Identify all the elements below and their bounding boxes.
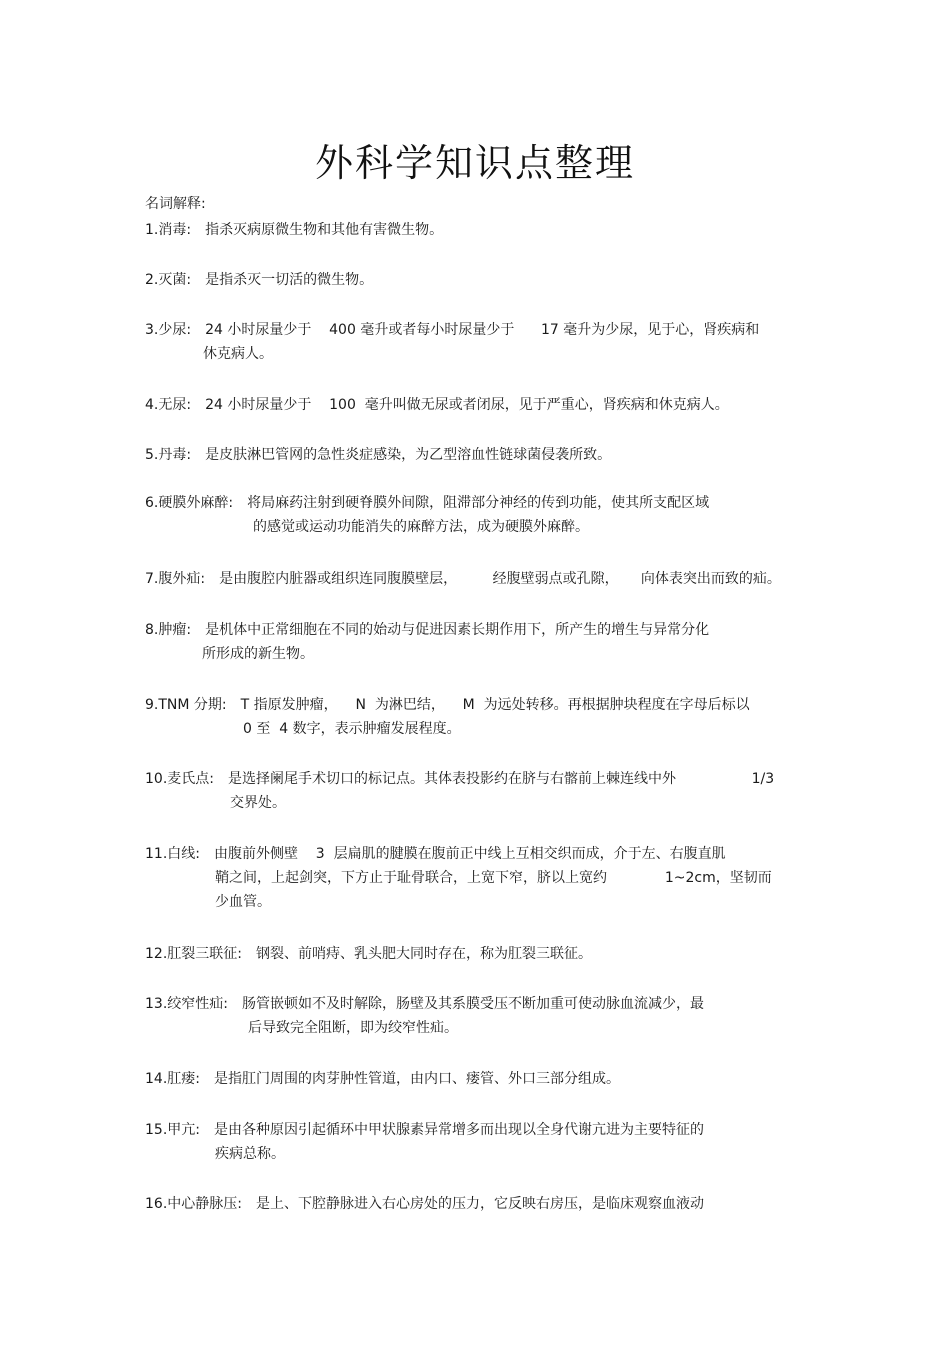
definition-text: 是指杀灭一切活的微生物。 bbox=[205, 272, 374, 288]
definition-text: 24 小时尿量少于 100 毫升叫做无尿或者闭尿，见于严重心，肾疾病和休克病人。 bbox=[205, 397, 729, 413]
definition-term: TNM 分期: bbox=[158, 697, 227, 713]
definition-text-continuation: 鞘之间，上起剑突，下方止于耻骨联合，上宽下窄，脐以上宽约 1~2cm，坚韧而 bbox=[215, 870, 772, 886]
definition-line bbox=[145, 942, 815, 966]
definition-line bbox=[145, 1118, 815, 1142]
definition-number: 11. bbox=[145, 846, 168, 862]
definition-line bbox=[145, 693, 815, 717]
definition-number: 7. bbox=[145, 571, 159, 587]
definition-item bbox=[145, 318, 815, 366]
definition-term: 肿瘤: bbox=[158, 622, 192, 638]
definition-term: 消毒: bbox=[158, 222, 192, 238]
definition-text: 指杀灭病原微生物和其他有害微生物。 bbox=[205, 222, 444, 238]
definition-number: 6. bbox=[145, 495, 159, 511]
definition-number: 12. bbox=[145, 946, 168, 962]
section-label: 名词解释: bbox=[145, 196, 206, 212]
definition-number: 10. bbox=[145, 771, 168, 787]
definition-text: 是上、下腔静脉进入右心房处的压力，它反映右房压，是临床观察血液动 bbox=[255, 1196, 704, 1212]
definition-line bbox=[145, 393, 815, 417]
definition-term: 甲亢: bbox=[167, 1122, 200, 1138]
definition-text-continuation: 休克病人。 bbox=[203, 346, 273, 362]
definition-line bbox=[145, 1192, 815, 1216]
definition-term: 硬膜外麻醉: bbox=[158, 495, 234, 511]
definition-line bbox=[145, 443, 815, 467]
definition-number: 16. bbox=[145, 1196, 168, 1212]
definition-line bbox=[145, 318, 815, 342]
definition-number: 13. bbox=[145, 996, 168, 1012]
definition-text: 由腹前外侧壁 3 层扁肌的腱膜在腹前正中线上互相交织而成，介于左、右腹直肌 bbox=[213, 846, 726, 862]
definition-number: 15. bbox=[145, 1122, 168, 1138]
definition-number: 3. bbox=[145, 322, 159, 338]
definition-line bbox=[145, 767, 815, 791]
definition-term: 灭菌: bbox=[158, 272, 192, 288]
definition-term: 绞窄性疝: bbox=[167, 996, 228, 1012]
definition-text-continuation: 的感觉或运动功能消失的麻醉方法，成为硬膜外麻醉。 bbox=[253, 519, 589, 535]
definition-text-continuation: 交界处。 bbox=[230, 795, 286, 811]
definition-number: 8. bbox=[145, 622, 159, 638]
definition-number: 1. bbox=[145, 222, 159, 238]
definition-text: 是由各种原因引起循环中甲状腺素异常增多而出现以全身代谢亢进为主要特征的 bbox=[213, 1122, 704, 1138]
definition-item bbox=[145, 842, 815, 914]
definition-term: 丹毒: bbox=[158, 447, 192, 463]
definition-text-continuation: 所形成的新生物。 bbox=[202, 646, 314, 662]
definition-text-continuation: 疾病总称。 bbox=[215, 1146, 285, 1162]
definition-text: 是由腹腔内脏器或组织连同腹膜壁层， 经腹壁弱点或孔隙， 向体表突出而致的疝。 bbox=[219, 571, 781, 587]
definition-item bbox=[145, 443, 815, 467]
definition-item bbox=[145, 491, 815, 539]
definition-line bbox=[145, 842, 815, 866]
definition-item bbox=[145, 218, 815, 242]
document-title: 外科学知识点整理 bbox=[314, 141, 635, 185]
definition-term: 白线: bbox=[167, 846, 200, 862]
definition-item bbox=[145, 393, 815, 417]
definition-term: 中心静脉压: bbox=[167, 1196, 242, 1212]
definition-text: 是机体中正常细胞在不同的始动与促进因素长期作用下，所产生的增生与异常分化 bbox=[205, 622, 710, 638]
definition-text-continuation: 0 至 4 数字，表示肿瘤发展程度。 bbox=[243, 721, 461, 737]
definition-text-continuation: 后导致完全阻断，即为绞窄性疝。 bbox=[248, 1020, 458, 1036]
definition-line bbox=[145, 618, 815, 642]
definition-number: 9. bbox=[145, 697, 159, 713]
definition-term: 无尿: bbox=[158, 397, 192, 413]
definition-text: 肠管嵌顿如不及时解除，肠壁及其系膜受压不断加重可使动脉血流减少，最 bbox=[241, 996, 704, 1012]
definition-text: 是选择阑尾手术切口的标记点。其体表投影约在脐与右髂前上棘连线中外 1/3 bbox=[227, 771, 775, 787]
definition-item bbox=[145, 1067, 815, 1091]
definition-term: 腹外疝: bbox=[158, 571, 206, 587]
definition-item bbox=[145, 767, 815, 815]
definition-item bbox=[145, 992, 815, 1040]
definition-line bbox=[145, 268, 815, 292]
definition-line bbox=[145, 567, 815, 591]
definition-number: 4. bbox=[145, 397, 159, 413]
definition-term: 少尿: bbox=[158, 322, 192, 338]
definition-item bbox=[145, 942, 815, 966]
definition-text: 24 小时尿量少于 400 毫升或者每小时尿量少于 17 毫升为少尿，见于心，肾疾病和 bbox=[205, 322, 760, 338]
definition-item bbox=[145, 693, 815, 741]
definition-item bbox=[145, 618, 815, 666]
definition-line bbox=[145, 992, 815, 1016]
definition-text-continuation: 少血管。 bbox=[215, 894, 271, 910]
definition-number: 2. bbox=[145, 272, 159, 288]
definition-item bbox=[145, 1192, 815, 1216]
definition-term: 肛瘘: bbox=[167, 1071, 200, 1087]
definition-number: 14. bbox=[145, 1071, 168, 1087]
definition-item bbox=[145, 1118, 815, 1166]
definition-line bbox=[145, 491, 815, 515]
definition-term: 肛裂三联征: bbox=[167, 946, 242, 962]
definition-text: 将局麻药注射到硬脊膜外间隙，阻滞部分神经的传到功能，使其所支配区域 bbox=[247, 495, 710, 511]
definition-text: 钢裂、前哨痔、乳头肥大同时存在，称为肛裂三联征。 bbox=[255, 946, 592, 962]
definition-number: 5. bbox=[145, 447, 159, 463]
definition-line bbox=[145, 218, 815, 242]
definition-term: 麦氏点: bbox=[167, 771, 214, 787]
definition-line bbox=[145, 1067, 815, 1091]
definition-text: 是指肛门周围的肉芽肿性管道，由内口、瘘管、外口三部分组成。 bbox=[213, 1071, 620, 1087]
definition-text: T 指原发肿瘤， N 为淋巴结， M 为远处转移。再根据肿块程度在字母后标以 bbox=[240, 697, 750, 713]
definition-text: 是皮肤淋巴管网的急性炎症感染，为乙型溶血性链球菌侵袭所致。 bbox=[205, 447, 612, 463]
definition-item bbox=[145, 567, 815, 591]
definition-item bbox=[145, 268, 815, 292]
